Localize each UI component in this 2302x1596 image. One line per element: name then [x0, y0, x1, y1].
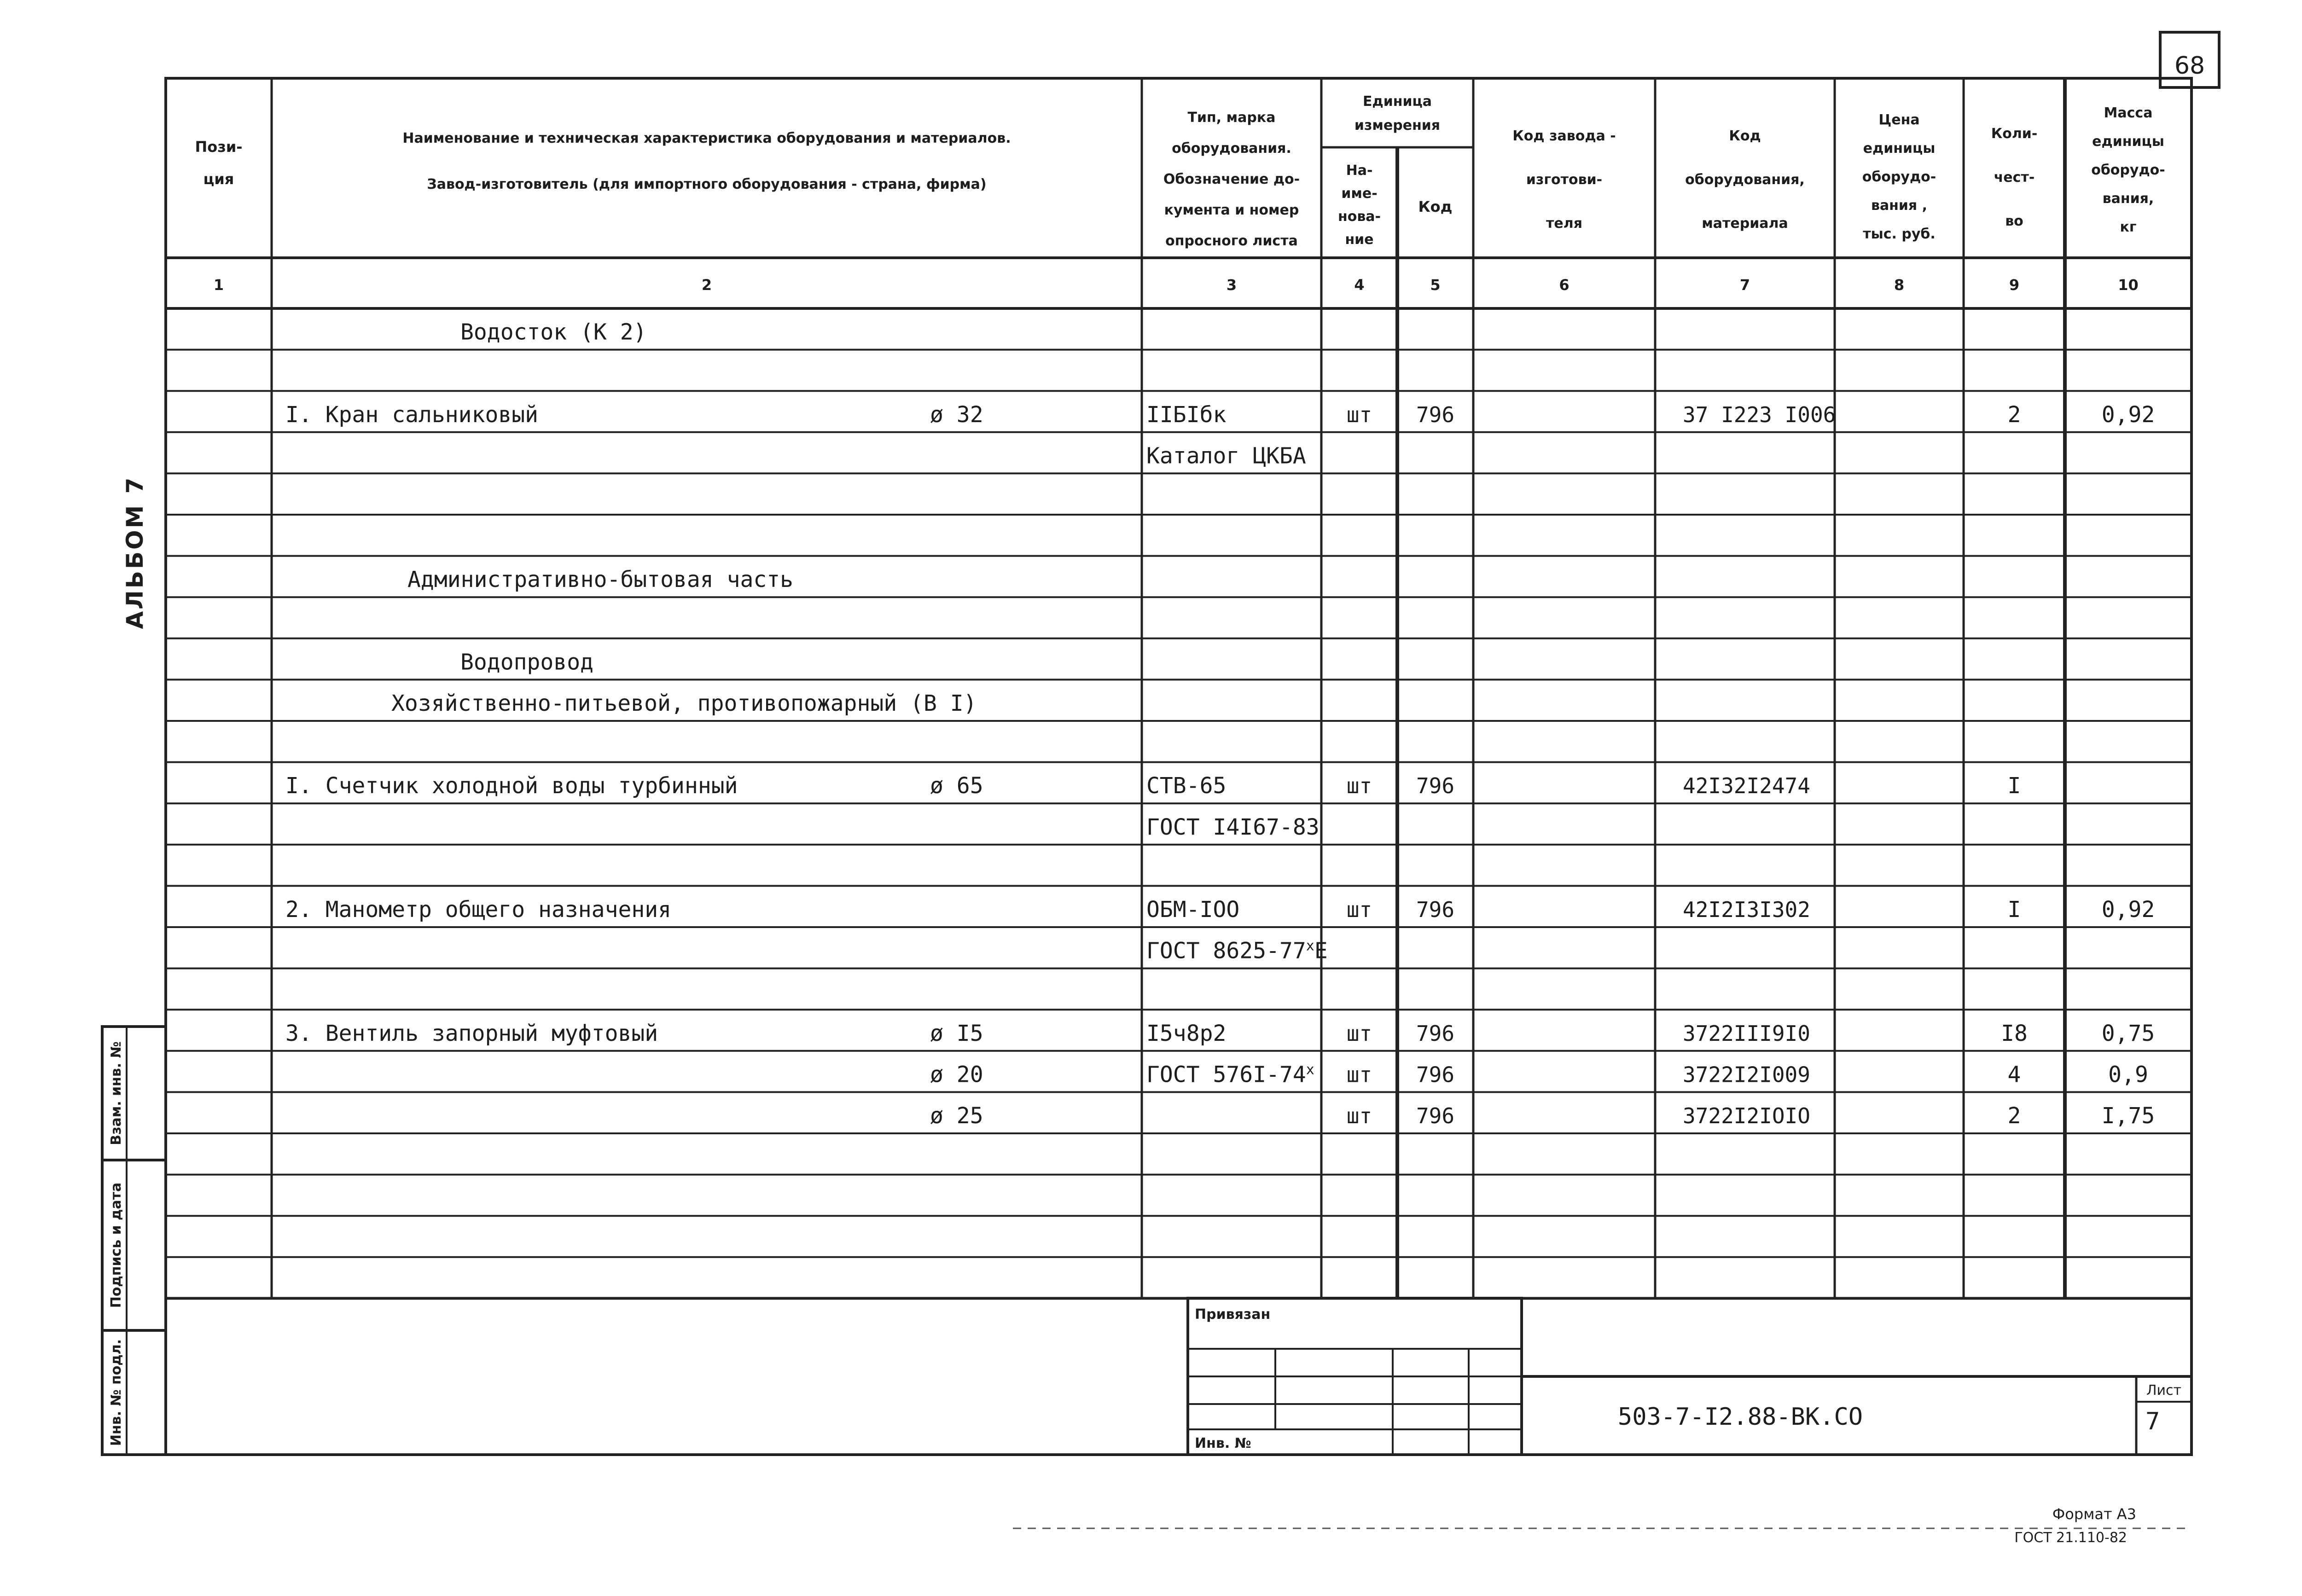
- privyazan-label: Привязан: [1195, 1306, 1271, 1323]
- header-mass-line: единицы: [2092, 133, 2164, 150]
- row-type: Каталог ЦКБА: [1146, 443, 1306, 469]
- row-name: 3. Вентиль запорный муфтовый: [285, 1020, 658, 1046]
- header-factory_code-line: Код завода -: [1512, 128, 1616, 144]
- album-label: АЛЬБОМ 7: [122, 476, 148, 629]
- inv-no-label: Инв. №: [1195, 1435, 1251, 1451]
- row-type: I5ч8р2: [1146, 1020, 1227, 1046]
- row-name: I. Кран сальниковый: [285, 401, 539, 428]
- side-stamp-inv-podl: Инв. № подл.: [108, 1339, 124, 1446]
- row-unit: шт: [1346, 402, 1372, 427]
- row-unit-code: 796: [1416, 1062, 1455, 1087]
- row-type-superscript: x: [1306, 938, 1314, 954]
- header-mass-line: Масса: [2104, 105, 2153, 121]
- row-material-code: 42I32I2474: [1683, 773, 1810, 799]
- row-unit-code: 796: [1416, 1103, 1455, 1128]
- row-mass: 0,92: [2101, 401, 2155, 428]
- row-diameter: ø 20: [930, 1062, 983, 1088]
- header-unit_group-line: Единица: [1363, 93, 1432, 110]
- format-label: Формат А3: [2052, 1505, 2136, 1523]
- row-diameter: ø 25: [930, 1103, 983, 1129]
- row-mass: 0,9: [2108, 1062, 2148, 1088]
- row-type: IIБIбк: [1146, 401, 1227, 428]
- column-number: 9: [2009, 276, 2020, 294]
- header-mass-line: кг: [2120, 219, 2137, 235]
- table-header: [195, 93, 2165, 249]
- header-price-line: единицы: [1863, 140, 1936, 157]
- row-material-code: 3722I2I009: [1683, 1062, 1810, 1087]
- row-type-suffix: Е: [1314, 938, 1328, 964]
- outer-frame: [166, 78, 2192, 1455]
- header-price-line: вания ,: [1871, 197, 1928, 214]
- row-name: Хозяйственно-питьевой, противопожарный (В I): [391, 691, 977, 716]
- side-stamp-vzam-inv: Взам. инв. №: [108, 1041, 124, 1145]
- header-unit_name-line: ние: [1345, 232, 1374, 248]
- header-type-line: опросного листа: [1165, 233, 1298, 249]
- column-number: 5: [1430, 276, 1441, 294]
- column-number: 8: [1894, 276, 1905, 294]
- header-unit_name-line: На-: [1346, 163, 1373, 179]
- header-price-line: тыс. руб.: [1863, 226, 1936, 242]
- side-stamp-podpis-data: Подпись и дата: [108, 1182, 124, 1308]
- row-material-code: 3722III9I0: [1683, 1021, 1810, 1046]
- row-name: I. Счетчик холодной воды турбинный: [285, 773, 738, 799]
- header-unit-code: Код: [1418, 198, 1453, 215]
- column-number: 3: [1226, 276, 1237, 294]
- table-body: [285, 319, 2155, 1129]
- header-position-line: Пози-: [195, 138, 243, 156]
- header-price-line: Цена: [1878, 112, 1920, 128]
- column-number: 7: [1739, 276, 1750, 294]
- row-material-code: 37 I223 I006: [1683, 402, 1836, 427]
- row-quantity: I: [2007, 897, 2021, 923]
- row-mass: 0,92: [2101, 897, 2155, 923]
- header-position-line: ция: [203, 170, 234, 188]
- header-mass-line: вания,: [2102, 191, 2154, 207]
- row-unit: шт: [1346, 897, 1372, 922]
- row-name: Водосток (К 2): [460, 319, 647, 345]
- column-number: 6: [1559, 276, 1570, 294]
- header-mass-line: оборудо-: [2091, 162, 2165, 178]
- row-unit: шт: [1346, 773, 1372, 799]
- title-block: [1188, 1298, 2192, 1455]
- row-unit: шт: [1346, 1062, 1372, 1087]
- row-unit-code: 796: [1416, 773, 1455, 799]
- row-quantity: 2: [2007, 1103, 2021, 1129]
- header-unit_name-line: име-: [1341, 186, 1378, 202]
- row-unit-code: 796: [1416, 1021, 1455, 1046]
- header-factory_code-line: изготови-: [1526, 172, 1603, 188]
- row-unit-code: 796: [1416, 897, 1455, 922]
- header-quantity-line: чест-: [1994, 169, 2035, 186]
- row-quantity: I8: [2001, 1020, 2028, 1046]
- header-name-line: Наименование и техническая характеристика оборудования и материалов.: [402, 130, 1011, 146]
- header-type-line: кумента и номер: [1164, 202, 1299, 218]
- row-type: ГОСТ 576I-74$^x$: [1146, 1061, 1314, 1088]
- column-number: 1: [213, 276, 224, 294]
- row-mass: 0,75: [2101, 1020, 2155, 1046]
- sheet-label: Лист: [2146, 1382, 2182, 1399]
- header-type-line: Тип, марка: [1187, 110, 1276, 126]
- header-unit_name-line: нова-: [1337, 209, 1381, 225]
- header-price-line: оборудо-: [1862, 169, 1936, 185]
- gost-label: ГОСТ 21.110-82: [2014, 1530, 2127, 1546]
- header-equipment_code-line: материала: [1702, 215, 1788, 232]
- row-name: Водопровод: [460, 649, 593, 675]
- header-factory_code-line: теля: [1546, 215, 1582, 232]
- header-equipment_code-line: оборудования,: [1685, 172, 1805, 188]
- column-number-row: [214, 276, 2139, 294]
- row-unit: шт: [1346, 1021, 1372, 1046]
- row-material-code: 42I2I3I302: [1683, 897, 1810, 922]
- row-type-superscript: x: [1306, 1061, 1314, 1078]
- row-material-code: 3722I2IOIO: [1683, 1103, 1810, 1128]
- header-type-line: Обозначение до-: [1163, 171, 1300, 187]
- row-quantity: 4: [2007, 1062, 2021, 1088]
- row-quantity: I: [2007, 773, 2021, 799]
- header-quantity-line: во: [2005, 213, 2023, 229]
- header-name-line: Завод-изготовитель (для импортного оборудования - страна, фирма): [427, 176, 987, 192]
- row-unit: шт: [1346, 1103, 1372, 1128]
- row-name: 2. Манометр общего назначения: [285, 897, 672, 923]
- table-grid: [166, 78, 2192, 1298]
- side-stamp: [102, 1027, 166, 1455]
- row-type: СТВ-65: [1146, 773, 1227, 799]
- column-number: 2: [701, 276, 712, 294]
- row-mass: I,75: [2101, 1103, 2155, 1129]
- row-diameter: ø 65: [930, 773, 983, 799]
- column-number: 10: [2118, 276, 2139, 294]
- header-type-line: оборудования.: [1172, 140, 1291, 157]
- document-code: 503-7-I2.88-ВК.СО: [1617, 1403, 1863, 1431]
- header-quantity-line: Коли-: [1991, 126, 2038, 142]
- header-unit_group-line: измерения: [1354, 117, 1441, 133]
- row-name: Административно-бытовая часть: [407, 567, 794, 593]
- column-number: 4: [1354, 276, 1365, 294]
- row-diameter: ø I5: [930, 1020, 983, 1046]
- header-equipment_code-line: Код: [1729, 128, 1761, 144]
- sheet-value: 7: [2145, 1408, 2160, 1435]
- row-unit-code: 796: [1416, 402, 1455, 427]
- row-diameter: ø 32: [930, 401, 983, 428]
- row-quantity: 2: [2007, 401, 2021, 428]
- row-type: ГОСТ 8625-77$^x$Е: [1146, 938, 1328, 964]
- sheet-number: 68: [2174, 52, 2205, 80]
- row-type: ГОСТ I4I67-83: [1146, 814, 1320, 840]
- row-type: ОБМ-IOO: [1146, 897, 1240, 923]
